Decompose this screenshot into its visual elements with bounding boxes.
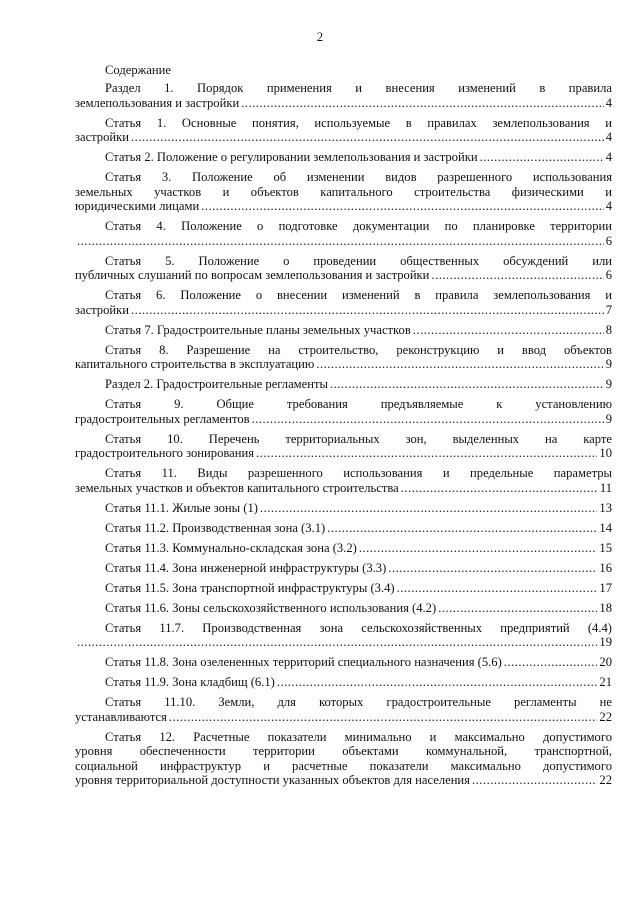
- toc-entry-last-line: [75, 268, 612, 283]
- dot-leader: [256, 446, 597, 461]
- dot-leader: [327, 521, 597, 536]
- toc-entry: [75, 116, 612, 145]
- toc-entry-page: 4: [605, 130, 612, 144]
- toc-entry-line: Статья 4. Положение о подготовке документации по планировке территории: [105, 219, 612, 233]
- dot-leader: [472, 773, 597, 788]
- toc-entry-last-line: [75, 635, 612, 650]
- toc-entry: [75, 219, 612, 248]
- dot-leader: [388, 561, 597, 576]
- toc-entry-page: 22: [599, 773, 612, 787]
- toc-entry: [75, 541, 612, 556]
- toc-entry-title: застройки: [75, 302, 130, 317]
- page-number: 2: [316, 30, 324, 44]
- toc-entry-last-line: [75, 581, 612, 596]
- toc-entry-page: 22: [599, 709, 612, 724]
- toc-entry-last-line: [75, 446, 612, 461]
- toc-entry: [75, 397, 612, 426]
- dot-leader: [438, 601, 597, 616]
- toc-entry-last-line: [75, 357, 612, 372]
- toc-entry-page: 17: [599, 580, 612, 595]
- toc-entry-page: 14: [599, 520, 612, 535]
- toc-entry-title: Статья 11.1. Жилые зоны (1): [105, 500, 258, 515]
- dot-leader: [413, 323, 604, 338]
- toc-entry-last-line: [75, 303, 612, 318]
- toc-entry-last-line: [75, 501, 612, 516]
- toc-entry-page: 21: [599, 675, 612, 689]
- toc-entry-line: уровня обеспеченности территории объектами коммунальной, транспортной,: [75, 744, 612, 758]
- toc-entry-page: 11: [599, 480, 612, 495]
- toc-entry-title: публичных слушаний по вопросам землепользования и застройки: [75, 268, 430, 282]
- toc-entry-last-line: [75, 150, 612, 165]
- toc-entry-title: Статья 11.4. Зона инженерной инфраструктуры (3.3): [105, 560, 387, 575]
- toc-entry-last-line: [75, 601, 612, 616]
- toc-entry-title: капитального строительства в эксплуатацию: [75, 357, 315, 371]
- toc-entry-page: 6: [605, 268, 612, 282]
- toc-entry: [75, 621, 612, 650]
- toc-entry-page: 19: [599, 635, 612, 649]
- toc-entry: [75, 601, 612, 616]
- toc-entry-page: 20: [599, 655, 612, 669]
- toc-entry-title: земельных участков и объектов капитального строительства: [75, 480, 399, 495]
- toc-entry-title: уровня территориальной доступности указанных объектов для населения: [75, 773, 470, 787]
- toc-entry: [75, 288, 612, 317]
- toc-entry-title: Статья 11.3. Коммунально-складская зона (3.2): [105, 540, 357, 555]
- toc-entry-title: застройки: [75, 130, 130, 144]
- toc-entry-last-line: [75, 130, 612, 145]
- toc-entry-page: 13: [599, 500, 612, 515]
- toc-entry: [75, 561, 612, 576]
- toc-entry-page: 15: [599, 540, 612, 555]
- toc-entry: [75, 170, 612, 214]
- toc-entry-line: Статья 1. Основные понятия, используемые в правилах землепользования и: [105, 115, 612, 130]
- toc-entry: [75, 501, 612, 516]
- toc-entry-title: градостроительных регламентов: [75, 411, 250, 426]
- toc-entry-line: Статья 6. Положение о внесении изменений в правила землепользования и: [105, 288, 612, 302]
- toc-entry-page: 9: [605, 411, 612, 426]
- dot-leader: [504, 655, 598, 670]
- toc-entry-last-line: [75, 561, 612, 576]
- dot-leader: [401, 481, 598, 496]
- toc-entry-page: 4: [605, 199, 612, 213]
- dot-leader: [359, 541, 598, 556]
- toc-entry-line: Статья 12. Расчетные показатели минимально и максимально допустимого: [105, 729, 612, 744]
- toc-entry: [75, 521, 612, 536]
- toc-entry-title: устанавливаются: [75, 709, 167, 724]
- toc-entry-line: Раздел 1. Порядок применения и внесения изменений в правила: [105, 81, 612, 95]
- toc-entry-line: социальной инфраструктур и расчетные показатели максимально допустимого: [75, 758, 612, 773]
- toc-entry: [75, 432, 612, 461]
- toc-entry-last-line: [75, 96, 612, 111]
- toc-entry: [75, 730, 612, 788]
- toc-entry-title: юридическими лицами: [75, 199, 200, 213]
- dot-leader: [260, 501, 597, 516]
- toc-entry-title: Статья 2. Положение о регулировании землепользования и застройки: [105, 150, 478, 164]
- dot-leader: [241, 96, 604, 111]
- dot-leader: [131, 303, 604, 318]
- toc-entry-title: Статья 11.2. Производственная зона (3.1): [105, 520, 326, 535]
- dot-leader: [431, 268, 603, 283]
- toc-entry: [75, 581, 612, 596]
- toc-entry: [75, 655, 612, 670]
- toc-entry-last-line: [75, 773, 612, 788]
- toc-entry-last-line: [75, 675, 612, 690]
- toc-entry-page: 6: [605, 233, 612, 248]
- toc-entry-last-line: [75, 655, 612, 670]
- toc-entry-title: Статья 7. Градостроительные планы земельных участков: [105, 322, 411, 337]
- dot-leader: [330, 377, 604, 392]
- toc-entry: [75, 695, 612, 724]
- dot-leader: [316, 357, 603, 372]
- toc-entry-title: Раздел 2. Градостроительные регламенты: [105, 377, 328, 391]
- toc-entry-line: Статья 11.7. Производственная зона сельскохозяйственных предприятий (4.4): [105, 620, 612, 635]
- toc-entry-page: 8: [605, 322, 612, 337]
- toc-entry-line: Статья 5. Положение о проведении общественных обсуждений или: [105, 253, 612, 268]
- toc-entry-line: Статья 8. Разрешение на строительство, реконструкцию и ввод объектов: [105, 342, 612, 357]
- dot-leader: [131, 130, 604, 145]
- toc-entry-last-line: [75, 521, 612, 536]
- toc-entry: [75, 323, 612, 338]
- toc-entry-last-line: [75, 541, 612, 556]
- dot-leader: [201, 199, 604, 214]
- toc-entry-line: земельных участков и объектов капитального строительства физическими и: [75, 184, 612, 199]
- toc-entry-last-line: [75, 710, 612, 725]
- dot-leader: [397, 581, 598, 596]
- toc-entry: [75, 343, 612, 372]
- toc-entry-last-line: [75, 377, 612, 392]
- toc-entry-line: Статья 11.10. Земли, для которых градостроительные регламенты не: [105, 695, 612, 709]
- toc-entry-page: 4: [605, 150, 612, 164]
- toc-entry: [75, 377, 612, 392]
- toc-entry-title: Статья 11.6. Зоны сельскохозяйственного использования (4.2): [105, 600, 437, 615]
- toc-entry-line: Статья 10. Перечень территориальных зон, выделенных на карте: [105, 431, 612, 446]
- toc-entry-page: 18: [599, 600, 612, 615]
- toc-entry-line: Статья 3. Положение об изменении видов разрешенного использования: [105, 170, 612, 184]
- toc-entry-last-line: [75, 412, 612, 427]
- toc-heading: Содержание: [105, 63, 171, 77]
- toc-entry-line: Статья 9. Общие требования предъявляемые к установлению: [105, 397, 612, 411]
- toc-entry-last-line: [75, 234, 612, 249]
- toc-entry-page: 4: [605, 95, 612, 110]
- toc-entry-title: Статья 11.8. Зона озелененных территорий специального назначения (5.6): [105, 655, 502, 669]
- toc-entry-line: Статья 11. Виды разрешенного использования и предельные параметры: [105, 466, 612, 480]
- dot-leader: [77, 234, 604, 249]
- toc-entry-page: 9: [605, 357, 612, 371]
- dot-leader: [277, 675, 598, 690]
- toc-entry: [75, 675, 612, 690]
- toc-entry-title: Статья 11.9. Зона кладбищ (6.1): [105, 675, 275, 689]
- toc-entries: [75, 81, 612, 788]
- toc-entry-last-line: [75, 199, 612, 214]
- toc-entry-title: землепользования и застройки: [75, 95, 240, 110]
- toc-entry-page: 10: [599, 446, 612, 460]
- dot-leader: [169, 710, 597, 725]
- toc-entry-title: градостроительного зонирования: [75, 446, 255, 460]
- toc-entry-page: 16: [599, 560, 612, 575]
- dot-leader: [252, 412, 604, 427]
- dot-leader: [77, 635, 597, 650]
- toc-entry-page: 9: [605, 377, 612, 391]
- dot-leader: [480, 150, 604, 165]
- table-of-contents: [75, 63, 612, 793]
- toc-entry: [75, 81, 612, 110]
- toc-entry-title: Статья 11.5. Зона транспортной инфраструктуры (3.4): [105, 580, 395, 595]
- toc-entry-last-line: [75, 481, 612, 496]
- toc-entry: [75, 254, 612, 283]
- toc-entry-last-line: [75, 323, 612, 338]
- toc-entry: [75, 466, 612, 495]
- toc-entry-page: 7: [605, 302, 612, 317]
- toc-entry: [75, 150, 612, 165]
